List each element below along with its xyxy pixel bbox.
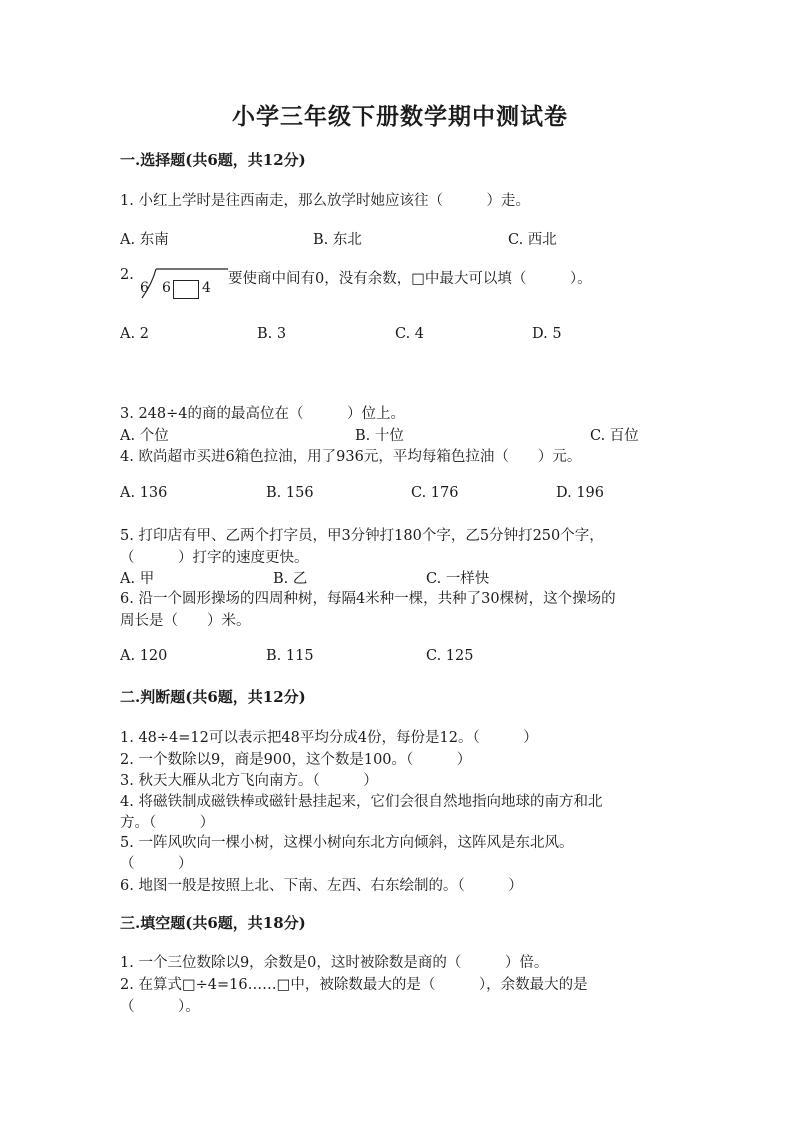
question-text: 5. 一阵风吹向一棵小树，这棵小树向东北方向倾斜，这阵风是东北风。 — [120, 835, 574, 851]
question-text: 2. 在算式□÷4=16……□中，被除数最大的是（ ），余数最大的是 — [120, 977, 588, 993]
option-b: B. 十位 — [355, 428, 404, 444]
option-b: B. 3 — [257, 326, 287, 342]
option-b: B. 156 — [266, 485, 314, 501]
question-text: （ ）打字的速度更快。 — [120, 550, 309, 566]
question-text: 4. 将磁铁制成磁铁棒或磁针悬挂起来，它们会很自然地指向地球的南方和北 — [120, 794, 603, 810]
option-c: C. 百位 — [590, 428, 639, 444]
blank-box — [173, 280, 199, 299]
question-text: 5. 打印店有甲、乙两个打字员，甲3分钟打180个字，乙5分钟打250个字， — [120, 528, 604, 544]
question-text: 周长是（ ）米。 — [120, 613, 251, 629]
question-text: 要使商中间有0，没有余数，□中最大可以填（ ）。 — [228, 271, 592, 287]
section-heading-fill-in: 三.填空题(共6题，共18分) — [120, 914, 306, 932]
question-text: 方。（ ） — [120, 815, 215, 831]
dividend-digit: 6 — [162, 280, 171, 296]
option-b: B. 115 — [266, 648, 314, 664]
question-text: 1. 48÷4=12可以表示把48平均分成4份，每份是12。（ ） — [120, 730, 538, 746]
option-d: D. 5 — [532, 326, 562, 342]
option-a: A. 136 — [120, 485, 168, 501]
question-text: 1. 小红上学时是往西南走，那么放学时她应该往（ ）走。 — [120, 193, 530, 209]
question-text: 6. 沿一个圆形操场的四周种树，每隔4米种一棵，共种了30棵树，这个操场的 — [120, 591, 616, 607]
option-b: B. 东北 — [313, 232, 362, 248]
option-c: C. 176 — [411, 485, 459, 501]
section-heading-judgement: 二.判断题(共6题，共12分) — [120, 688, 306, 706]
question-text: 1. 一个三位数除以9，余数是0，这时被除数是商的（ ）倍。 — [120, 955, 549, 971]
option-c: C. 西北 — [508, 232, 557, 248]
option-a: A. 东南 — [120, 232, 169, 248]
option-a: A. 2 — [120, 326, 149, 342]
question-number: 2. — [120, 267, 134, 283]
divisor: 6 — [140, 280, 149, 296]
question-text: 6. 地图一般是按照上北、下南、左西、右东绘制的。（ ） — [120, 878, 523, 894]
option-d: D. 196 — [556, 485, 605, 501]
question-text: （ ） — [120, 856, 193, 872]
option-c: C. 4 — [395, 326, 425, 342]
option-b: B. 乙 — [273, 571, 308, 587]
question-text: 3. 秋天大雁从北方飞向南方。（ ） — [120, 773, 378, 789]
option-a: A. 个位 — [120, 428, 169, 444]
question-text: 4. 欧尚超市买进6箱色拉油，用了936元，平均每箱色拉油（ ）元。 — [120, 449, 582, 465]
question-text: 2. 一个数除以9，商是900，这个数是100。（ ） — [120, 752, 472, 768]
question-text: 3. 248÷4的商的最高位在（ ）位上。 — [120, 406, 405, 422]
dividend-digit: 4 — [202, 280, 211, 296]
question-text: （ ）。 — [120, 999, 200, 1015]
option-a: A. 120 — [120, 648, 168, 664]
option-c: C. 一样快 — [426, 571, 490, 587]
option-a: A. 甲 — [120, 571, 155, 587]
option-c: C. 125 — [426, 648, 474, 664]
page-title: 小学三年级下册数学期中测试卷 — [232, 103, 568, 130]
section-heading-choice: 一.选择题(共6题，共12分) — [120, 151, 306, 169]
